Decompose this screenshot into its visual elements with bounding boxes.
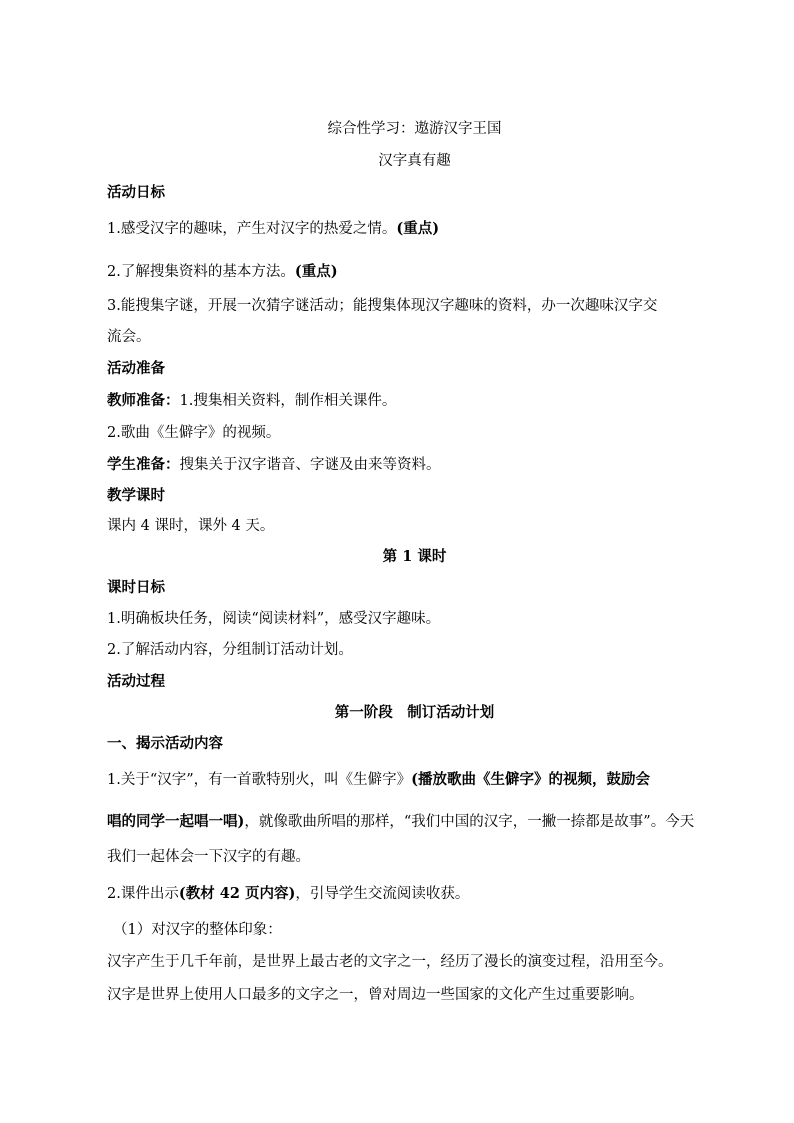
paragraph-3: （1）对汉字的整体印象： [113,922,282,938]
paragraph-1-part-b: (播放歌曲《生僻字》的视频，鼓励会 [411,771,651,788]
student-prep-text: 搜集关于汉字谐音、字谜及由来等资料。 [179,457,441,473]
teacher-prep-item-2: 2.歌曲《生僻字》的视频。 [107,425,281,441]
paragraph-5: 汉字是世界上使用人口最多的文字之一，曾对周边一些国家的文化产生过重要影响。 [107,987,644,1003]
paragraph-2-part-c: ，引导学生交流阅读收获。 [295,886,470,902]
goal-item-1 [107,219,722,239]
student-prep-label: 学生准备： [107,456,180,473]
student-prep [107,455,722,475]
paragraph-4: 汉字产生于几千年前，是世界上最古老的文字之一，经历了漫长的演变过程，沿用至今。 [107,954,673,970]
goal-item-3-line-2: 流会。 [107,329,151,345]
stage-heading: 第一阶段 制订活动计划 [334,704,495,721]
hours-text: 课内 4 课时，课外 4 天。 [107,518,275,534]
goal-item-1-tag: (重点) [396,220,440,237]
paragraph-1-part-c: 唱的同学一起唱一唱) [107,813,245,830]
prep-heading: 活动准备 [107,360,165,377]
goal-item-2-tag: (重点) [294,263,338,280]
paragraph-1-part-a: 1.关于“汉字”，有一首歌特别火，叫《生僻字》 [107,772,412,788]
paragraph-1-line-1 [107,770,722,790]
teacher-prep-label: 教师准备： [107,392,180,409]
lesson-goals-heading: 课时日标 [107,579,165,596]
section-1-heading: 一、揭示活动内容 [107,735,223,752]
goal-item-3-line-1: 3.能搜集字谜，开展一次猜字谜活动；能搜集体现汉字趣味的资料，办一次趣味汉字交 [107,298,658,314]
lesson-1-heading: 第 1 课时 [382,548,447,565]
lesson-goal-1: 1.明确板块任务，阅读“阅读材料”，感受汉字趣味。 [107,611,441,627]
teacher-prep [107,391,722,411]
page-title: 综合性学习：遨游汉字王国 [327,121,502,137]
teacher-prep-text: 1.搜集相关资料，制作相关课件。 [179,393,397,409]
goal-item-2 [107,262,722,282]
goal-item-1-text: 1.感受汉字的趣味，产生对汉字的热爱之情。 [107,221,397,237]
paragraph-1-line-2 [107,812,722,832]
hours-heading: 教学课时 [107,487,165,504]
paragraph-1-line-3: 我们一起体会一下汉字的有趣。 [107,849,310,865]
paragraph-2 [107,884,722,904]
page-subtitle: 汉字真有趣 [378,153,451,169]
goals-heading: 活动日标 [107,184,165,201]
paragraph-2-part-b: (教材 42 页内容) [178,885,296,902]
goal-item-2-text: 2.了解搜集资料的基本方法。 [107,264,295,280]
paragraph-1-part-d: ，就像歌曲所唱的那样，“我们中国的汉字，一撇一捺都是故事”。今天 [244,814,695,830]
lesson-goal-2: 2.了解活动内容，分组制订活动计划。 [107,642,353,658]
paragraph-2-part-a: 2.课件出示 [107,886,179,902]
process-heading: 活动过程 [107,673,165,690]
